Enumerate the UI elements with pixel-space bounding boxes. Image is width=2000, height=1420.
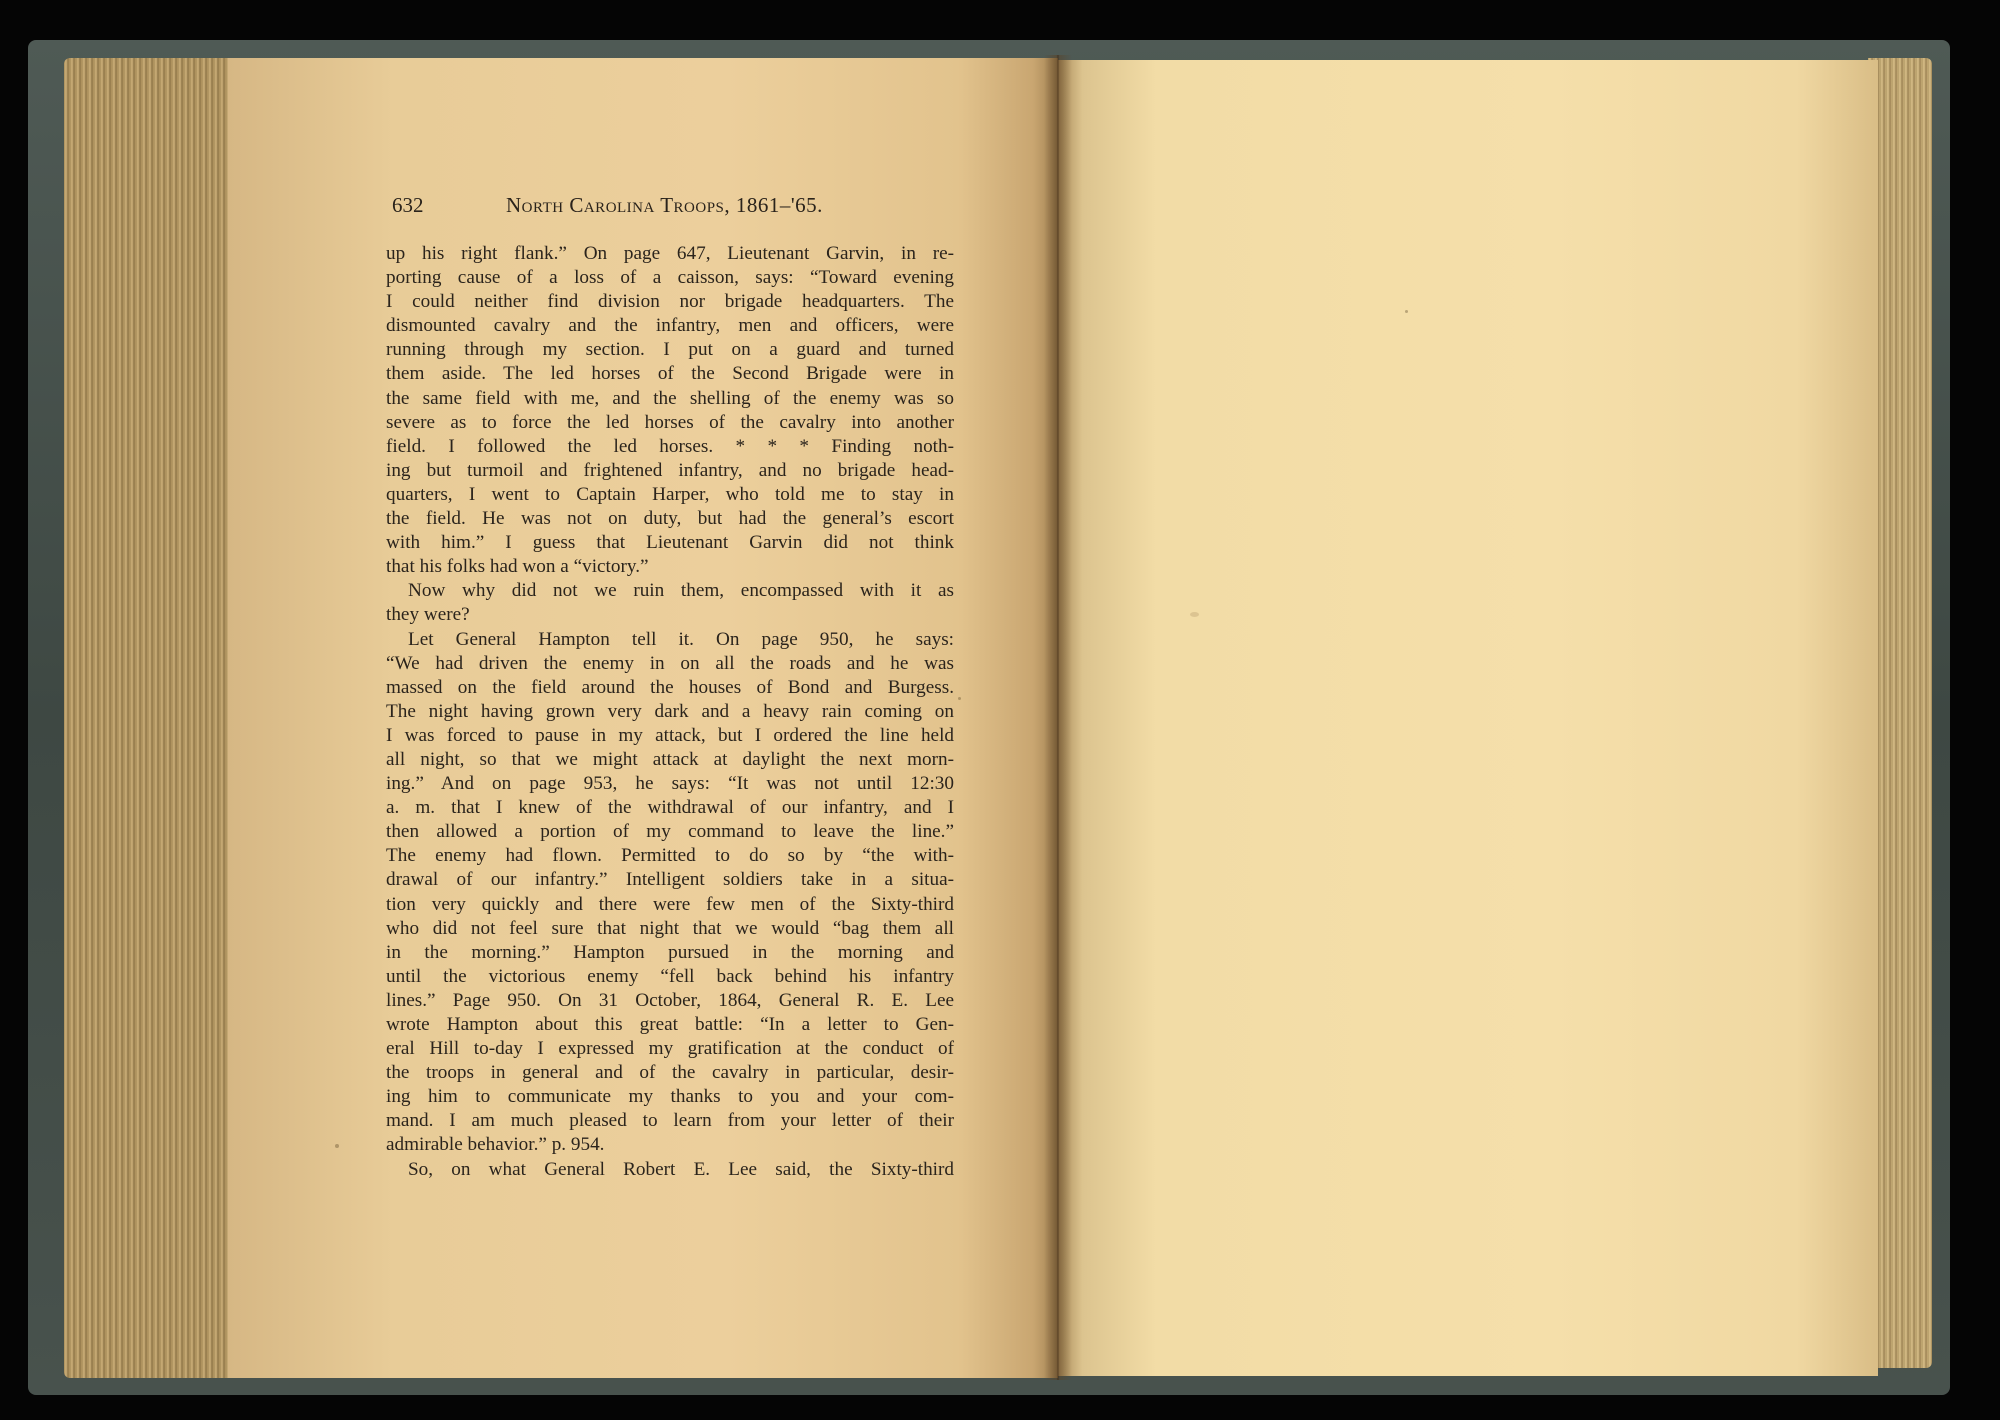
text-line: eral Hill to-day I expressed my gratification at the conduct of xyxy=(386,1038,954,1060)
right-page xyxy=(1058,60,1878,1376)
book-gutter xyxy=(1044,55,1072,1380)
text-line: tion very quickly and there were few men of the Sixty-third xyxy=(386,893,954,915)
text-line: drawal of our infantry.” Intelligent soldiers take in a situa- xyxy=(386,869,954,891)
text-line: ing.” And on page 953, he says: “It was not until 12:30 xyxy=(386,773,954,795)
text-line: admirable behavior.” p. 954. xyxy=(386,1134,605,1156)
text-line: with him.” I guess that Lieutenant Garvin did not think xyxy=(386,532,954,554)
text-line: they were? xyxy=(386,604,470,626)
text-line: the field. He was not on duty, but had the general’s escort xyxy=(386,508,954,530)
text-line: the same field with me, and the shelling of the enemy was so xyxy=(386,387,954,409)
text-line: field. I followed the led horses. * * * Finding noth- xyxy=(386,435,954,457)
paper-spot xyxy=(958,697,961,700)
text-line: wrote Hampton about this great battle: “In a letter to Gen- xyxy=(386,1014,954,1035)
text-line: then allowed a portion of my command to leave the line.” xyxy=(386,821,954,843)
text-line: porting cause of a loss of a caisson, says: “Toward evening xyxy=(386,267,954,289)
text-line: quarters, I went to Captain Harper, who told me to stay in xyxy=(386,483,954,505)
paper-spot xyxy=(1190,612,1199,617)
text-line: “We had driven the enemy in on all the roads and he was xyxy=(386,652,954,674)
text-line: severe as to force the led horses of the cavalry into another xyxy=(386,411,954,433)
text-line: dismounted cavalry and the infantry, men and officers, were xyxy=(386,315,954,337)
text-line: in the morning.” Hampton pursued in the morning and xyxy=(386,941,954,963)
text-line: I could neither find division nor brigade headquarters. The xyxy=(386,291,954,313)
text-line: lines.” Page 950. On 31 October, 1864, General R. E. Lee xyxy=(386,989,954,1011)
page-header xyxy=(392,193,952,223)
text-line: that his folks had won a “victory.” xyxy=(386,556,649,578)
text-line: until the victorious enemy “fell back behind his infantry xyxy=(386,965,954,987)
left-page-edges xyxy=(64,58,244,1378)
text-line: The night having grown very dark and a heavy rain coming on xyxy=(386,700,954,722)
text-line: the troops in general and of the cavalry in particular, desir- xyxy=(386,1062,954,1084)
text-line: The enemy had flown. Permitted to do so by “the with- xyxy=(386,845,954,867)
paper-spot xyxy=(1405,310,1408,313)
text-line: running through my section. I put on a guard and turned xyxy=(386,339,954,361)
page-number: 632 xyxy=(392,193,424,217)
text-line: I was forced to pause in my attack, but I ordered the line held xyxy=(386,724,954,746)
text-line: a. m. that I knew of the withdrawal of our infantry, and I xyxy=(386,797,954,819)
text-line: who did not feel sure that night that we would “bag them all xyxy=(386,917,954,939)
text-line: mand. I am much pleased to learn from your letter of their xyxy=(386,1110,954,1132)
text-line: Now why did not we ruin them, encompassed with it as xyxy=(408,580,954,602)
text-line: them aside. The led horses of the Second Brigade were in xyxy=(386,363,954,385)
text-line: ing but turmoil and frightened infantry, and no brigade head- xyxy=(386,459,954,481)
text-line: ing him to communicate my thanks to you and your com- xyxy=(386,1086,954,1108)
text-line: up his right flank.” On page 647, Lieutenant Garvin, in re- xyxy=(386,243,954,264)
body-text xyxy=(386,242,954,1182)
running-head: North Carolina Troops, 1861–'65. xyxy=(506,193,823,217)
text-line: So, on what General Robert E. Lee said, the Sixty-third xyxy=(408,1158,954,1180)
text-line: massed on the field around the houses of Bond and Burgess. xyxy=(386,676,954,698)
text-line: Let General Hampton tell it. On page 950, he says: xyxy=(408,628,954,650)
text-line: all night, so that we might attack at daylight the next morn- xyxy=(386,748,954,770)
paper-spot xyxy=(335,1144,339,1148)
